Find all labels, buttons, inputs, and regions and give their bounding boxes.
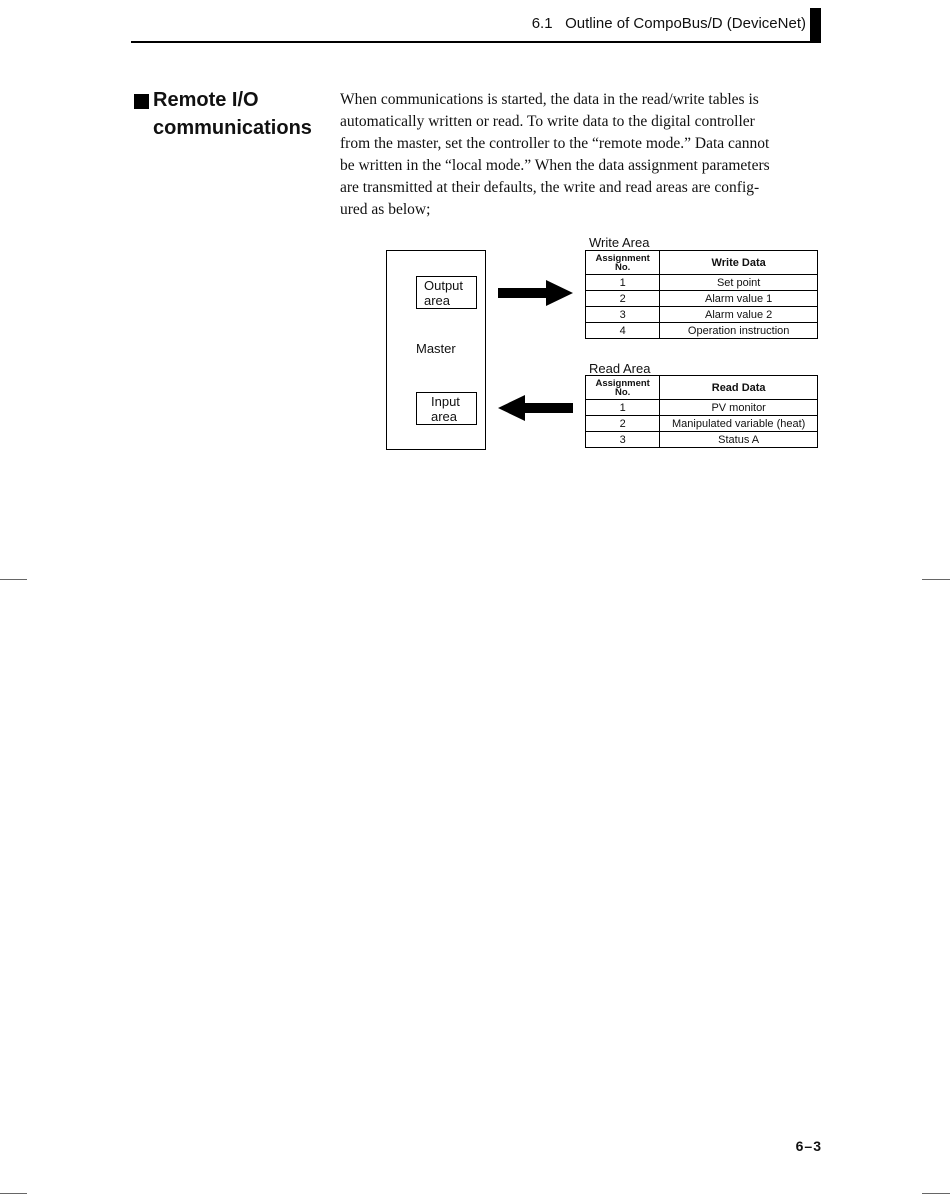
input-area-box [416, 392, 477, 425]
assignment-no-cell: 1 [586, 400, 660, 416]
assignment-header-line2: No. [615, 386, 631, 398]
paragraph-line: ured as below; [340, 201, 431, 218]
crop-mark-bottom-right [922, 1193, 950, 1194]
crop-mark-right [922, 579, 950, 580]
assignment-header-line1: Assignment [595, 252, 650, 264]
table-row [586, 323, 818, 339]
output-area-label-line1: Output [424, 278, 464, 293]
write-data-header: Write Data [660, 251, 818, 275]
assignment-no-cell: 2 [586, 291, 660, 307]
data-cell: Alarm value 1 [660, 291, 818, 307]
arrow-left-icon [498, 395, 573, 421]
assignment-header-line2: No. [615, 261, 631, 273]
section-heading-line1: Remote I/O [153, 89, 259, 111]
table-row [586, 400, 818, 416]
paragraph-line: are transmitted at their defaults, the write and read areas are config- [340, 179, 760, 196]
data-cell: PV monitor [660, 400, 818, 416]
assignment-no-header [586, 251, 660, 275]
heading-square-bullet-icon [134, 94, 149, 109]
data-cell: Operation instruction [660, 323, 818, 339]
crop-mark-left [0, 579, 27, 580]
paragraph-line: from the master, set the controller to the “remote mode.” Data cannot [340, 135, 770, 152]
assignment-no-header [586, 376, 660, 400]
read-area-table [585, 375, 818, 448]
crop-mark-bottom-left [0, 1193, 27, 1194]
input-area-label-line1: Input [431, 394, 460, 409]
data-flow-arrows [495, 275, 580, 425]
data-cell: Alarm value 2 [660, 307, 818, 323]
assignment-no-cell: 4 [586, 323, 660, 339]
master-label: Master [416, 341, 456, 356]
output-area-box [416, 276, 477, 309]
table-row [586, 416, 818, 432]
table-row [586, 307, 818, 323]
body-paragraph [340, 89, 820, 221]
write-area-table [585, 250, 818, 339]
header-section-title: Outline of CompoBus/D (DeviceNet) [565, 15, 806, 32]
output-area-label-line2: area [424, 293, 451, 308]
assignment-no-cell: 2 [586, 416, 660, 432]
assignment-no-cell: 3 [586, 432, 660, 448]
header-tab-marker [810, 8, 821, 43]
section-heading-line2: communications [153, 117, 312, 139]
table-header-row [586, 376, 818, 400]
table-row [586, 275, 818, 291]
arrow-right-icon [498, 280, 573, 306]
header-section-number: 6.1 [531, 15, 553, 32]
input-area-label-line2: area [431, 409, 458, 424]
running-header [400, 15, 806, 32]
paragraph-line: automatically written or read. To write data to the digital controller [340, 113, 755, 130]
paragraph-line: When communications is started, the data in the read/write tables is [340, 91, 759, 108]
assignment-no-cell: 1 [586, 275, 660, 291]
table-header-row [586, 251, 818, 275]
data-cell: Manipulated variable (heat) [660, 416, 818, 432]
data-cell: Status A [660, 432, 818, 448]
read-area-title: Read Area [589, 361, 651, 376]
paragraph-line: be written in the “local mode.” When the data assignment parameters [340, 157, 770, 174]
table-row [586, 432, 818, 448]
page-number: 6–3 [795, 1138, 822, 1154]
table-row [586, 291, 818, 307]
data-cell: Set point [660, 275, 818, 291]
assignment-no-cell: 3 [586, 307, 660, 323]
write-area-title: Write Area [589, 235, 650, 250]
read-data-header: Read Data [660, 376, 818, 400]
header-rule [131, 41, 821, 43]
assignment-header-line1: Assignment [595, 377, 650, 389]
